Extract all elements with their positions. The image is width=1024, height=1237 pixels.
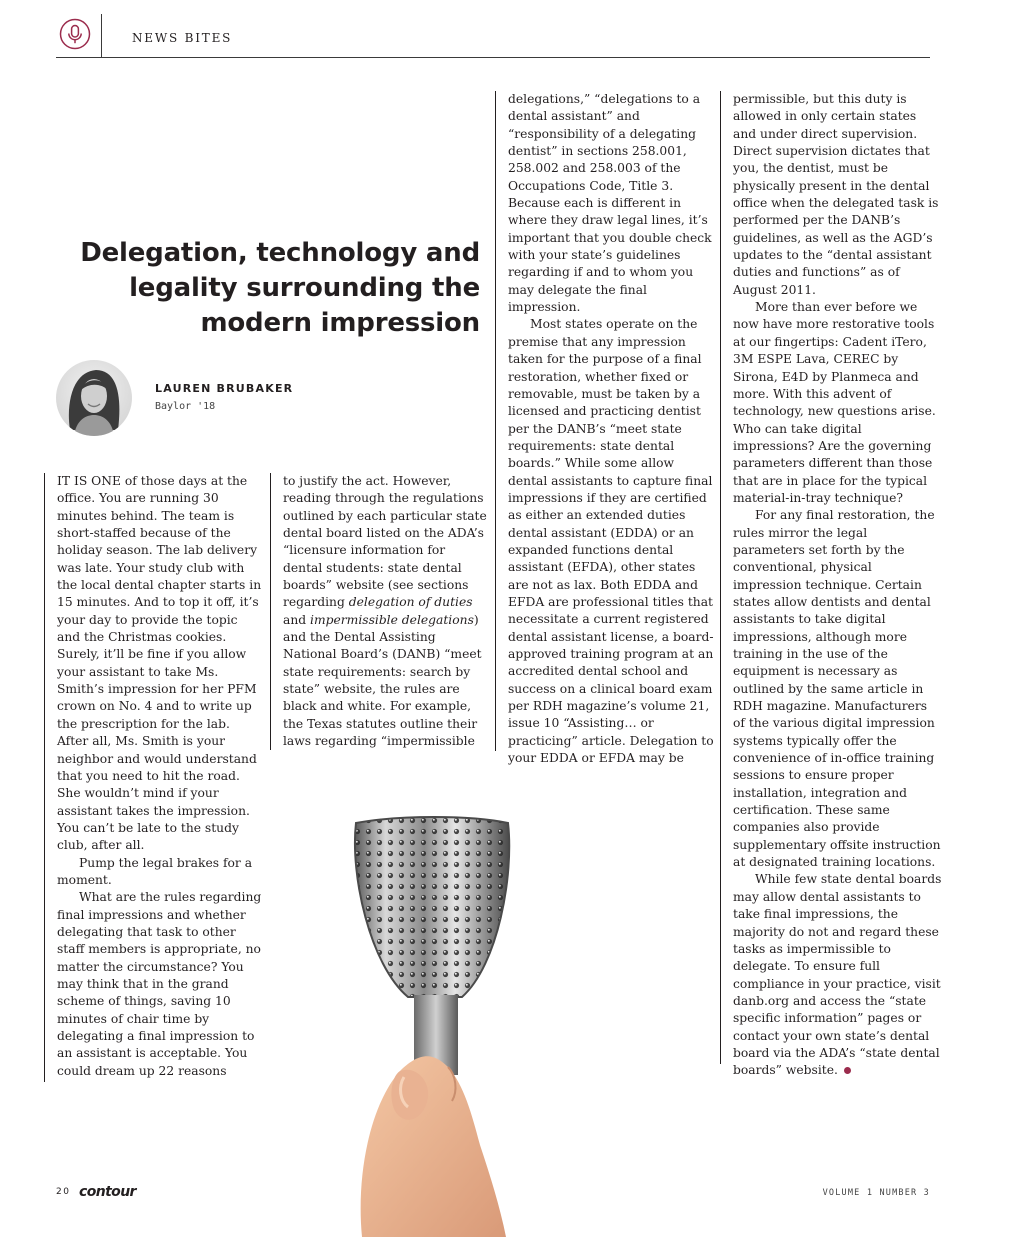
paragraph-text: While few state dental boards may allow dental assistants to take final impressions, the majority do not and regard these tasks as impermissible to delegate. To ensure full compliance in your practice, visit danb.org and access the “state specific information” pages or contact your own state’s dental board via the ADA’s “state dental boards” website.	[733, 872, 942, 1078]
section-label: NEWS BITES	[132, 31, 233, 45]
article-column-3	[495, 91, 717, 766]
microphone-icon	[59, 18, 91, 50]
article-paragraph: More than ever before we now have more restorative tools at our fingertips: Cadent iTero, 3M ESPE Lava, CEREC by Sirona, E4D by Planmeca and more. With this advent of technology, new questions arise. Who can take digital impressions? Are the governing parameters different than those that are in place for the typical material-in-tray technique?	[733, 300, 936, 505]
issue-label: VOLUME 1 NUMBER 3	[822, 1188, 930, 1198]
page-header	[56, 14, 930, 58]
author-avatar	[56, 360, 132, 436]
emphasis-text: delegation of duties	[348, 595, 473, 610]
emphasis-text: impermissible delegations	[310, 612, 474, 627]
header-divider	[101, 14, 102, 58]
article-headline: Delegation, technology and legality surrounding the modern impression	[80, 238, 480, 338]
article-paragraph: For any final restoration, the rules mirror the legal parameters set forth by the conventional, physical impression technique. Certain states allow dentists and dental assistants to take digital impressions, although more training in the use of the equipment is necessary as outlined by the same article in RDH magazine. Manufacturers of the various digital impression systems typically offer the convenience of in-office training sessions to ensure proper installation, integration and certification. These same companies also provide supplementary offsite instruction at designated training locations.	[733, 508, 941, 870]
article-paragraph	[283, 473, 488, 751]
paragraph-text: ) and the Dental Assisting National Board’s (DANB) “meet state requirements: search by state” website, the rules are black and white. For example, the Texas statutes outline their laws regarding “impermissible	[283, 612, 482, 749]
article-column-1	[44, 473, 262, 1082]
article-paragraph: delegations,” “delegations to a dental assistant” and “responsibility of a delegating dentist” in sections 258.001, 258.002 and 258.003 of the Occupations Code, Title 3. Because each is different in where they draw legal lines, it’s important that you double check with your state’s guidelines regarding if and to whom you may delegate the final impression.	[508, 92, 712, 315]
paragraph-text: and	[283, 612, 307, 627]
impression-tray-image	[330, 815, 530, 1237]
paragraph-text: to justify the act. However, reading through the regulations outlined by each particular state dental board listed on the ADA’s “licensure information for dental students: state dental boards” website (see sections regarding	[283, 474, 487, 610]
article-paragraph: IT IS ONE of those days at the office. You are running 30 minutes behind. The team is short-staffed because of the holiday season. The lab delivery was late. Your study club with the local dental chapter starts in 15 minutes. And to top it off, it’s your day to provide the topic and the Christmas cookies. Surely, it’ll be fine if you allow your assistant to take Ms. Smith’s impression for her PFM crown on No. 4 and to write up the prescription for the lab. After all, Ms. Smith is your neighbor and would understand that you need to hit the road. She wouldn’t mind if your assistant takes the impression. You can’t be late to the study club, after all.	[57, 474, 262, 853]
publication-logo: contour	[79, 1184, 136, 1200]
article-paragraph: Pump the legal brakes for a moment.	[57, 855, 253, 887]
article-column-4	[720, 91, 942, 1078]
article-paragraph	[733, 871, 942, 1079]
author-affiliation: Baylor '18	[155, 401, 216, 412]
article-paragraph: What are the rules regarding final impressions and whether delegating that task to other staff members is appropriate, no matter the circumstance? You may think that in the grand scheme of things, saving 10 minutes of chair time by delegating a final impression to an assistant is acceptable. You could dream up 22 reasons	[57, 890, 262, 1078]
end-of-article-dot	[844, 1067, 851, 1074]
article-paragraph: Most states operate on the premise that any impression taken for the purpose of a final restoration, whether fixed or removable, must be taken by a licensed and practicing dentist per the DANB’s “meet state requirements: state dental boards.” While some allow dental assistants to capture final impressions if they are certified as either an extended duties dental assistant (EDDA) or an expanded functions dental assistant (EFDA), other states are not as lax. Both EDDA and EFDA are professional titles that necessitate a current registered dental assistant license, a board-approved training program at an accredited dental school and success on a clinical board exam per RDH magazine’s volume 21, issue 10 “Assisting… or practicing” article. Delegation to your EDDA or EFDA may be	[508, 317, 714, 766]
article-paragraph: permissible, but this duty is allowed in only certain states and under direct supervision. Direct supervision dictates that you, the dentist, must be physically present in the dental office when the delegated task is performed per the DANB’s guidelines, as well as the AGD’s updates to the “dental assistant duties and functions” as of August 2011.	[733, 92, 939, 297]
author-name: LAUREN BRUBAKER	[155, 382, 294, 395]
page-number: 20	[56, 1187, 71, 1197]
article-column-2	[270, 473, 488, 750]
